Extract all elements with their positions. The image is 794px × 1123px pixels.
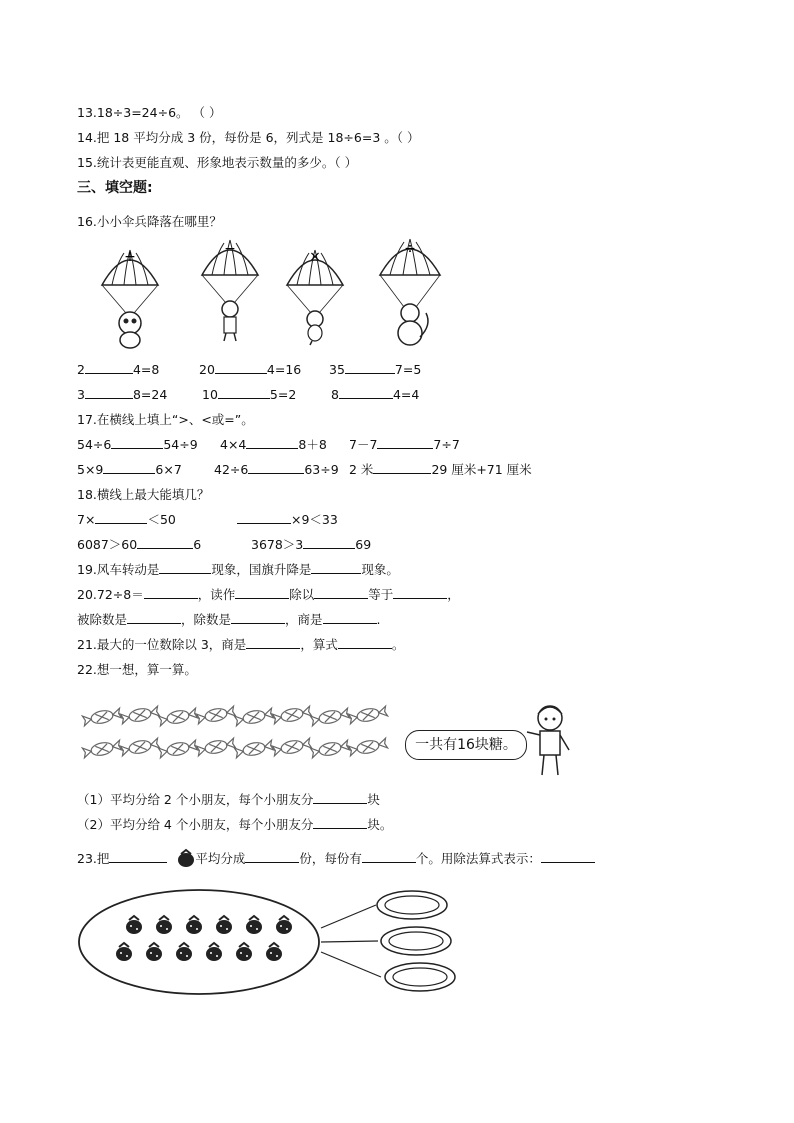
plate-icon — [377, 891, 447, 919]
section-3-title: 三、填空题: — [77, 180, 153, 196]
question-22-title: 22.想一想，算一算。 — [77, 662, 197, 677]
q17-r1-left-3: 7－7 — [349, 437, 378, 452]
q20-text-2: ，读作 — [197, 587, 236, 602]
q16-r2-b3: 4=4 — [392, 387, 420, 402]
plate-icon — [385, 963, 455, 991]
question-13: 13.18÷3=24÷6。 （ ） — [77, 105, 222, 120]
q20-text-3: 除以 — [289, 587, 315, 602]
q21-text-1: 21.最大的一位数除以 3，商是 — [77, 637, 247, 652]
candy-icon — [272, 705, 312, 725]
question-19 — [77, 561, 399, 579]
q20-blank-6[interactable] — [231, 611, 285, 624]
q17-r2-left-1: 5×9 — [77, 462, 104, 477]
question-22-sub-2 — [77, 816, 392, 834]
q18-r2-prefix: 6087＞60 — [77, 537, 138, 552]
q19-text-3: 现象。 — [361, 562, 399, 577]
q23-blank-4[interactable] — [541, 850, 595, 863]
sign-divide: ÷ — [404, 241, 416, 257]
q17-r2-right-3: 29 厘米+71 厘米 — [431, 462, 532, 477]
q20-text-6: 被除数是 — [77, 612, 128, 627]
q16-row-2 — [77, 386, 477, 404]
q16-r2-b1: 8=24 — [132, 387, 168, 402]
question-18-title: 18.横线上最大能填几？ — [77, 487, 210, 502]
q17-r2-blank-3[interactable] — [373, 461, 431, 474]
q19-blank-1[interactable] — [159, 561, 211, 574]
q16-r2-a3: 8 — [331, 387, 339, 402]
q17-r1-left-1: 54÷6 — [77, 437, 112, 452]
q18-r1-suffix: ＜50 — [147, 512, 176, 527]
speech-bubble: 一共有16块糖。 — [405, 730, 527, 760]
q20-text-5: ， — [447, 587, 460, 602]
q16-r1-b3: 7=5 — [394, 362, 422, 377]
q17-r2-left-3: 2 米 — [349, 462, 374, 477]
candy-icon — [82, 739, 122, 759]
q19-blank-2[interactable] — [311, 561, 361, 574]
q17-r2-blank-1[interactable] — [103, 461, 155, 474]
candy-icon — [310, 739, 350, 759]
q20-text-8: ，商是 — [285, 612, 323, 627]
q16-r2-b2: 5=2 — [269, 387, 297, 402]
q20-blank-1[interactable] — [144, 586, 198, 599]
q23-text-2: 平均分成 — [195, 851, 246, 866]
question-22-sub-1 — [77, 791, 380, 809]
q18-r2-suffix-2: 69 — [355, 537, 372, 552]
candy-icon — [158, 707, 198, 727]
q16-r1-blank-1[interactable] — [85, 361, 133, 374]
q23-blank-3[interactable] — [362, 850, 416, 863]
q16-r1-blank-3[interactable] — [345, 361, 395, 374]
strawberry-icon — [177, 849, 195, 867]
q23-text-1: 23.把 — [77, 851, 110, 866]
q23-text-4: 个。用除法算式表示： — [415, 851, 541, 866]
q21-blank-1[interactable] — [246, 636, 300, 649]
q20-blank-7[interactable] — [323, 611, 377, 624]
q16-r1-a1: 2 — [77, 362, 85, 377]
q17-r2-right-2: 63÷9 — [304, 462, 339, 477]
q17-r2-right-1: 6×7 — [155, 462, 182, 477]
question-15: 15.统计表更能直观、形象地表示数量的多少。（ ） — [77, 155, 358, 170]
q17-r2-blank-2[interactable] — [248, 461, 304, 474]
q17-row-2 — [77, 461, 537, 479]
q16-r2-blank-2[interactable] — [218, 386, 270, 399]
q21-text-2: ，算式 — [300, 637, 338, 652]
q23-text-3: 份，每份有 — [299, 851, 362, 866]
q17-r1-blank-2[interactable] — [246, 436, 298, 449]
candy-icon — [120, 737, 160, 757]
q17-r2-left-2: 42÷6 — [214, 462, 249, 477]
q16-r2-a2: 10 — [202, 387, 218, 402]
q22-s2-text: （2）平均分给 4 个小朋友，每个小朋友分 — [77, 817, 314, 832]
q17-r1-blank-3[interactable] — [377, 436, 433, 449]
q16-row-1 — [77, 361, 477, 379]
q19-text-1: 19.风车转动是 — [77, 562, 160, 577]
boy-icon — [525, 700, 575, 780]
q18-r1-suffix-2: ×9＜33 — [291, 512, 338, 527]
strawberry-groups — [78, 880, 478, 1000]
candy-icon — [196, 705, 236, 725]
q18-r2-blank-2[interactable] — [303, 536, 355, 549]
q16-r2-blank-3[interactable] — [339, 386, 393, 399]
candy-icon — [120, 705, 160, 725]
q18-row-1 — [77, 511, 377, 529]
question-14: 14.把 18 平均分成 3 份，每份是 6，列式是 18÷6=3 。（ ） — [77, 130, 420, 145]
q18-r2-prefix-2: 3678＞3 — [251, 537, 304, 552]
q17-r1-right-3: 7÷7 — [433, 437, 460, 452]
question-17-title: 17.在横线上填上“>、<或=”。 — [77, 412, 254, 427]
q20-blank-3[interactable] — [314, 586, 368, 599]
candy-icon — [82, 707, 122, 727]
q17-r1-right-2: 8＋8 — [298, 437, 327, 452]
q16-r2-a1: 3 — [77, 387, 85, 402]
parachute-illustrations — [95, 241, 495, 355]
sign-times: × — [309, 249, 321, 265]
candy-icon — [158, 739, 198, 759]
q21-blank-2[interactable] — [338, 636, 392, 649]
candy-icon — [234, 707, 274, 727]
candy-icon — [348, 737, 388, 757]
q20-blank-5[interactable] — [127, 611, 181, 624]
q22-s1-text: （1）平均分给 2 个小朋友，每个小朋友分 — [77, 792, 314, 807]
question-23 — [77, 849, 595, 868]
question-21 — [77, 636, 404, 654]
q18-r1-prefix: 7× — [77, 512, 96, 527]
question-20-line-1 — [77, 586, 460, 604]
q20-blank-4[interactable] — [393, 586, 447, 599]
q23-blank-2[interactable] — [245, 850, 299, 863]
q16-r1-blank-2[interactable] — [215, 361, 267, 374]
q19-text-2: 现象，国旗升降是 — [211, 562, 312, 577]
q22-s1-unit: 块 — [367, 792, 380, 807]
q17-r1-blank-1[interactable] — [111, 436, 163, 449]
q16-r1-a3: 35 — [329, 362, 345, 377]
sign-minus: − — [224, 241, 236, 257]
sign-plus: + — [124, 249, 136, 265]
q22-s2-blank[interactable] — [313, 816, 367, 829]
q20-text-1: 20.72÷8＝ — [77, 587, 144, 602]
q22-s1-blank[interactable] — [313, 791, 367, 804]
question-20-line-2 — [77, 611, 381, 629]
q18-r2-blank-1[interactable] — [137, 536, 193, 549]
q17-row-1 — [77, 436, 537, 454]
q16-r2-blank-1[interactable] — [85, 386, 133, 399]
q18-r1-blank-2[interactable] — [237, 511, 291, 524]
candy-icon — [272, 737, 312, 757]
candy-icon — [196, 737, 236, 757]
q17-r1-right-1: 54÷9 — [163, 437, 198, 452]
q17-r1-left-2: 4×4 — [220, 437, 247, 452]
q16-r1-b2: 4=16 — [266, 362, 302, 377]
q16-r1-b1: 4=8 — [132, 362, 160, 377]
plate-icon — [381, 927, 451, 955]
candy-icon — [348, 705, 388, 725]
q20-text-4: 等于 — [368, 587, 394, 602]
q18-r1-blank-1[interactable] — [95, 511, 147, 524]
q20-text-7: ，除数是 — [181, 612, 232, 627]
q16-r1-a2: 20 — [199, 362, 215, 377]
candy-icon — [310, 707, 350, 727]
question-16-title: 16.小小伞兵降落在哪里？ — [77, 214, 222, 229]
q22-s2-unit: 块。 — [367, 817, 393, 832]
q18-r2-suffix: 6 — [193, 537, 202, 552]
q18-row-2 — [77, 536, 417, 554]
candy-illustration — [82, 703, 402, 773]
q21-text-3: 。 — [391, 637, 405, 652]
q20-blank-2[interactable] — [235, 586, 289, 599]
q23-blank-1[interactable] — [109, 850, 167, 863]
candy-icon — [234, 739, 274, 759]
q20-text-9: . — [376, 612, 381, 627]
